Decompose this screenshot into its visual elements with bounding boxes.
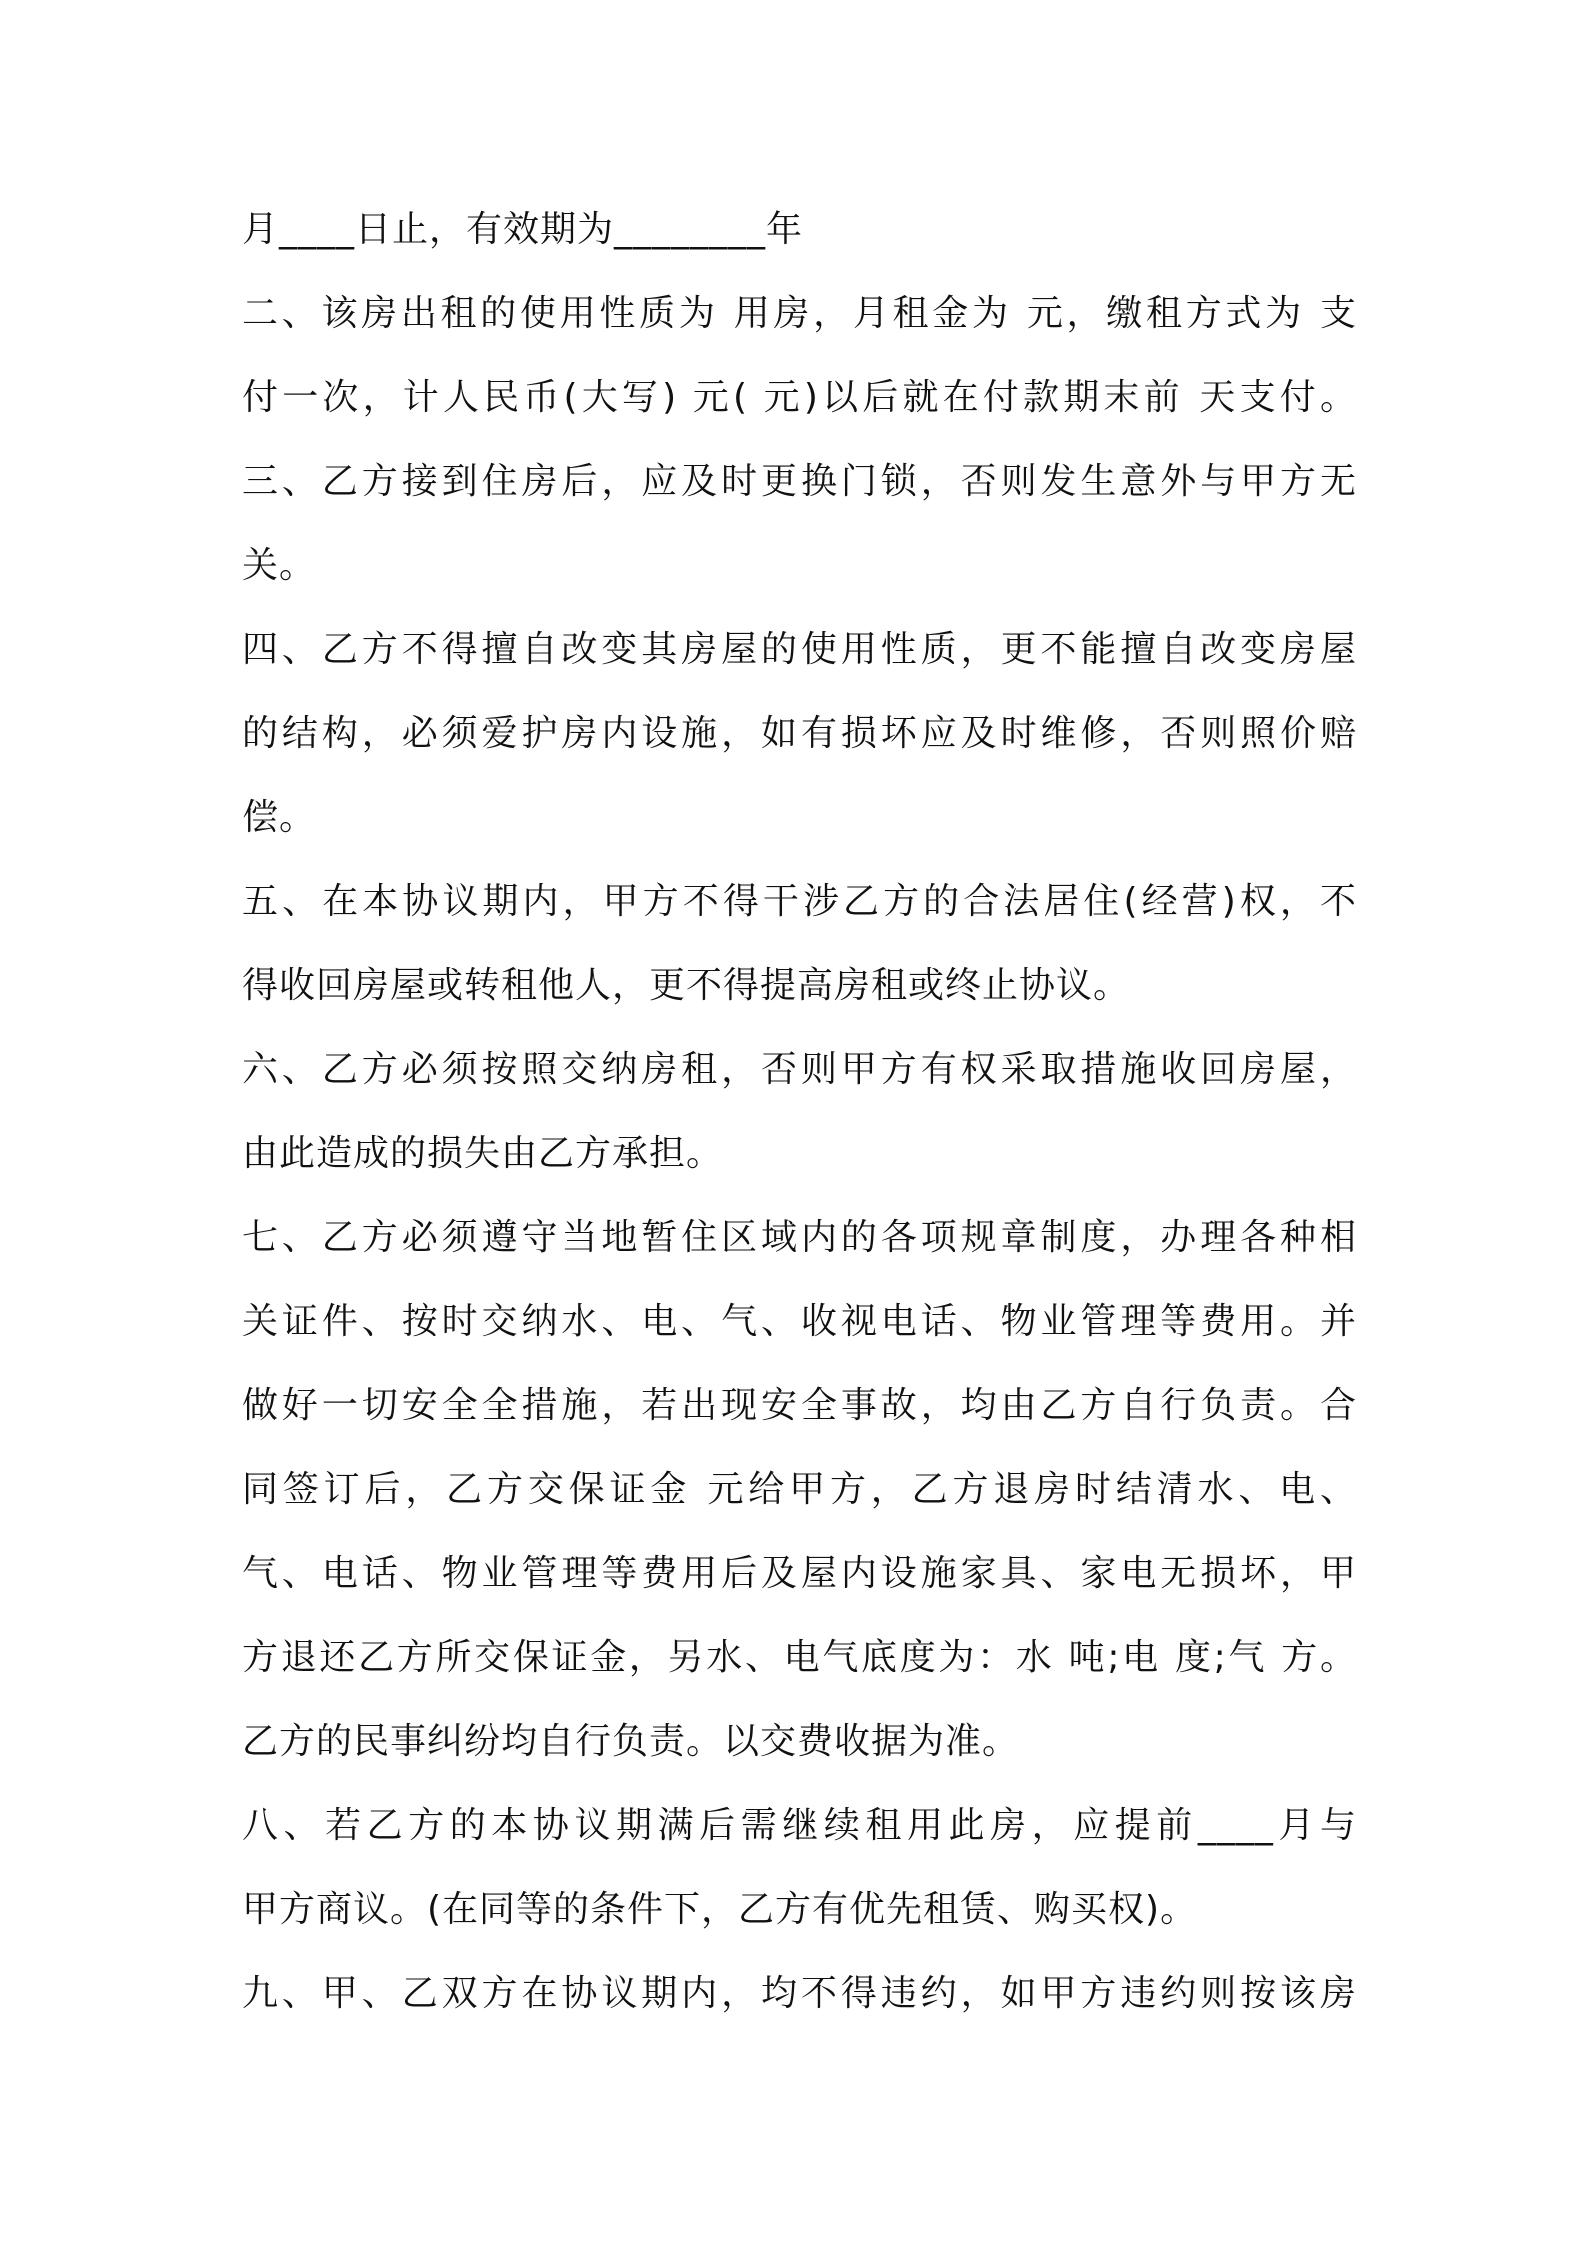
text-line: 得收回房屋或转租他人，更不得提高房租或终止协议。 bbox=[242, 965, 1131, 1006]
text-line: 九、甲、乙双方在协议期内，均不得违约，如甲方违约则按该房 bbox=[242, 1973, 1357, 2014]
text-line: 由此造成的损失由乙方承担。 bbox=[242, 1133, 724, 1174]
text-line: 七、乙方必须遵守当地暂住区域内的各项规章制度，办理各种相 bbox=[242, 1217, 1357, 1258]
text-line: 甲方商议。(在同等的条件下，乙方有优先租赁、购买权)。 bbox=[242, 1889, 1198, 1930]
text-line: 付一次，计人民币(大写) 元( 元)以后就在付款期末前 天支付。 bbox=[242, 377, 1357, 418]
text-line: 四、乙方不得擅自改变其房屋的使用性质，更不能擅自改变房屋 bbox=[242, 629, 1357, 670]
contract-text bbox=[242, 188, 1357, 2036]
text-line: 方退还乙方所交保证金，另水、电气底度为：水 吨;电 度;气 方。 bbox=[242, 1637, 1357, 1678]
text-line: 乙方的民事纠纷均自行负责。以交费收据为准。 bbox=[242, 1721, 1020, 1762]
text-line: 三、乙方接到住房后，应及时更换门锁，否则发生意外与甲方无 bbox=[242, 461, 1357, 502]
text-line: 月____日止，有效期为________年 bbox=[242, 209, 804, 250]
text-line: 的结构，必须爱护房内设施，如有损坏应及时维修，否则照价赔 bbox=[242, 713, 1357, 754]
text-line: 关证件、按时交纳水、电、气、收视电话、物业管理等费用。并 bbox=[242, 1301, 1357, 1342]
text-line: 二、该房出租的使用性质为 用房，月租金为 元，缴租方式为 支 bbox=[242, 293, 1357, 334]
text-line: 五、在本协议期内，甲方不得干涉乙方的合法居住(经营)权，不 bbox=[242, 881, 1357, 922]
text-line: 八、若乙方的本协议期满后需继续租用此房，应提前____月与 bbox=[242, 1805, 1357, 1846]
text-line: 做好一切安全全措施，若出现安全事故，均由乙方自行负责。合 bbox=[242, 1385, 1357, 1426]
text-line: 气、电话、物业管理等费用后及屋内设施家具、家电无损坏，甲 bbox=[242, 1553, 1357, 1594]
text-line: 六、乙方必须按照交纳房租，否则甲方有权采取措施收回房屋， bbox=[242, 1049, 1357, 1090]
text-line: 偿。 bbox=[242, 797, 317, 838]
text-line: 同签订后，乙方交保证金 元给甲方，乙方退房时结清水、电、 bbox=[242, 1469, 1357, 1510]
text-line: 关。 bbox=[242, 545, 317, 586]
